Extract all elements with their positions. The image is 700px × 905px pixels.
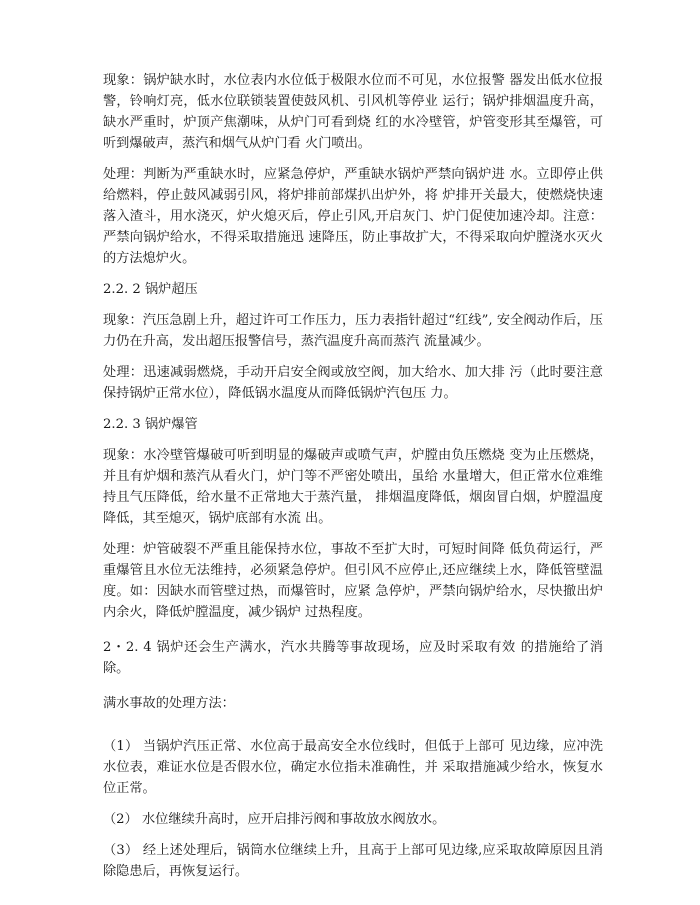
paragraph-overflow-methods-title: 满水事故的处理方法： bbox=[103, 696, 235, 711]
paragraph-overpressure-handling: 处理：迅速减弱燃烧，手动开启安全阀或放空阀，加大给水、加大排 污（此时要注意保持锅炉正常水位），降低锅水温度从而降低锅炉汽包压 力。 bbox=[103, 365, 603, 401]
paragraph-low-water-symptoms: 现象：锅炉缺水时，水位表内水位低于极限水位而不可见，水位报警 器发出低水位报警，铃响灯亮，低水位联锁装置使鼓风机、引风机等停业 运行；锅炉排烟温度升高，缺水严重时，炉顶产焦潮味，从炉门可看到烧 红的水冷壁管，炉管变形其至爆管，可听到爆破声，蒸汽和烟气从炉门看 火门喷出。 bbox=[103, 73, 603, 151]
heading-overpressure: 2.2. 2 锅炉超压 bbox=[103, 282, 198, 297]
list-item-1: （1） 当锅炉汽压正常、水位高于最高安全水位线时，但低于上部可 见边缘，应冲洗水位表，难证水位是否假水位，确定水位指未准确性，并 采取措施减少给水，恢复水位正常。 bbox=[103, 739, 603, 796]
paragraph-low-water-handling: 处理：判断为严重缺水时，应紧急停炉，严重缺水锅炉严禁向锅炉进 水。立即停止供给燃料，停止鼓风减弱引风，将炉排前部煤扒出炉外，将 炉排开关最大，使燃烧快速落入渣斗，用水浇灭，炉火熄灭后，停止引风,开启灰门、炉门促使加速冷却。注意：严禁向锅炉给水，不得采取措施迅 速降压，防止事故扩大，不得采取向炉膛浇水灭火的方法熄炉火。 bbox=[103, 167, 603, 266]
document-page bbox=[103, 70, 603, 882]
heading-tube-burst: 2.2. 3 锅炉爆管 bbox=[103, 417, 198, 432]
paragraph-other-accidents: 2・2. 4 锅炉还会生产满水，汽水共腾等事故现场，应及时采取有效 的措施给了消除。 bbox=[103, 640, 603, 676]
paragraph-tube-burst-symptoms: 现象：水冷壁管爆破可听到明显的爆破声或喷气声，炉膛由负压燃烧 变为止压燃烧，并且有炉烟和蒸汽从看火门，炉门等不严密处喷出，虽给 水量增大，但正常水位难维持且气压降低，给水量不正常地大于蒸汽量， 排烟温度降低，烟囱冒白烟，炉膛温度降低，其至熄灭，锅炉底部有水流 出。 bbox=[103, 448, 603, 526]
paragraph-overpressure-symptoms: 现象：汽压急剧上升，超过许可工作压力，压力表指针超过“红线”, 安全阀动作后，压力仍在升高，发出超压报警信号，蒸汽温度升高而蒸汽 流量减少。 bbox=[103, 313, 603, 349]
list-item-2: （2） 水位继续升高时，应开启排污阀和事故放水阀放水。 bbox=[103, 812, 446, 827]
list-item-3: （3） 经上述处理后，锅筒水位继续上升，且高于上部可见边缘,应采取故障原因且消除隐患后，再恢复运行。 bbox=[103, 843, 603, 879]
paragraph-tube-burst-handling: 处理：炉管破裂不严重且能保持水位，事故不至扩大时，可短时间降 低负荷运行，严重爆管且水位无法维持，必须紧急停炉。但引风不应停止,还应继续上水，降低管壁温度。如：因缺水而管壁过热，而爆管时，应紧 急停炉，严禁向锅炉给水，尽快撤出炉内余火，降低炉膛温度，减少锅炉 过热程度。 bbox=[103, 542, 603, 620]
